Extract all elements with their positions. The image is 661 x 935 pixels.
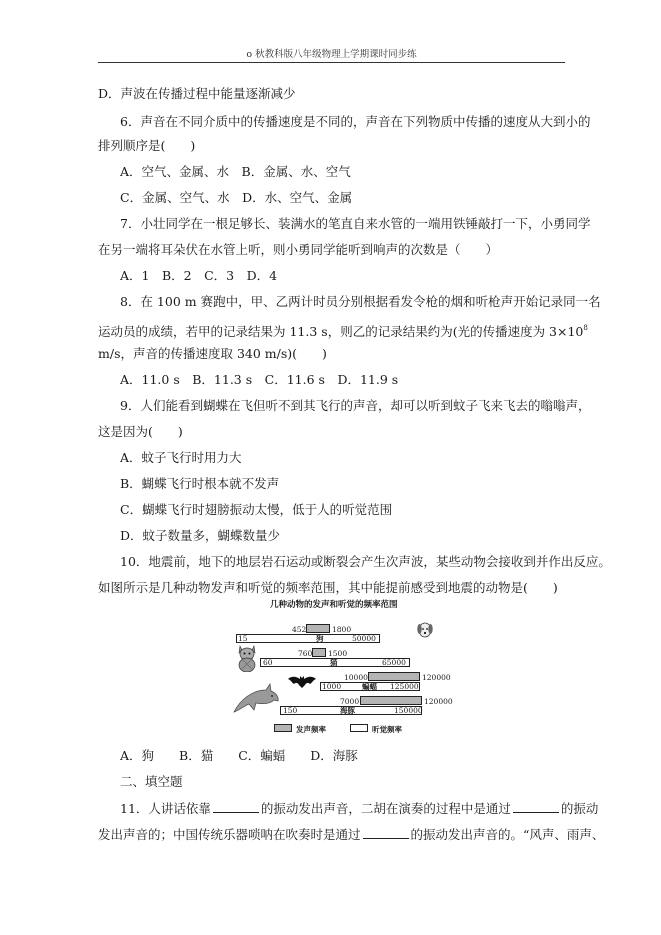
exponent: 8 [583,324,588,332]
q9-option-a: A．蚊子飞行时用力大 [120,450,242,465]
legend-hear-label: 听觉频率 [372,725,402,734]
dolphin-label: 海豚 [340,706,355,715]
q6-stem-2: 排列顺序是( ) [98,138,196,153]
bat-hear-high: 125000 [390,682,419,691]
dolphin-emit-low: 7000 [340,697,360,706]
figure-title: 几种动物的发声和听觉的频率范围 [270,600,398,610]
q5-option-d: D．声波在传播过程中能量逐渐减少 [98,86,296,101]
header-rule [98,62,565,63]
cat-icon [236,644,258,672]
q11-blank-1[interactable] [213,800,259,813]
dog-hear-high: 50000 [352,634,376,643]
q7-options: A．1 B．2 C．3 D．4 [120,268,278,283]
q6-stem-1: 6．声音在不同介质中的传播速度是不同的，声音在下列物质中传播的速度从大到小的 [120,114,591,129]
dolphin-hear-low: 150 [283,706,298,715]
cat-emit-bar [312,648,326,657]
bat-label: 蝙蝠 [362,682,377,691]
page-header: o 秋教科版八年级物理上学期课时同步练 [246,49,417,60]
q10-stem-1: 10．地震前，地下的地层岩石运动或断裂会产生次声波，某些动物会接收到并作出反应。 [120,554,611,569]
q9-option-d: D．蚊子数量多，蝴蝶数量少 [120,528,281,543]
q9-stem-2: 这是因为( ) [98,424,183,439]
cat-emit-high: 1500 [328,649,348,658]
frequency-range-figure [230,598,453,738]
dolphin-hear-high: 150000 [394,706,423,715]
bat-emit-low: 10000 [344,673,368,682]
q7-stem-2: 在另一端将耳朵伏在水管上听，则小勇同学能听到响声的次数是（ ） [98,242,499,257]
section-fill-in: 二、填空题 [120,774,183,789]
q11-blank-2[interactable] [513,800,559,813]
dolphin-emit-high: 120000 [424,697,453,706]
q8-stem-3: m/s，声音的传播速度取 340 m/s)( ) [98,346,327,361]
dog-emit-high: 1800 [332,625,352,634]
legend-hear-swatch [350,724,368,732]
q9-option-b: B．蝴蝶飞行时根本就不发声 [120,476,280,491]
q10-options: A．狗 B．猫 C．蝙蝠 D．海豚 [120,748,358,763]
q7-stem-1: 7．小壮同学在一根足够长、装满水的笔直自来水管的一端用铁锤敲打一下，小勇同学 [120,216,591,231]
q11-blank-3[interactable] [363,826,409,839]
q8-options: A．11.0 s B．11.3 s C．11.6 s D．11.9 s [120,372,399,387]
dolphin-emit-bar [360,696,422,705]
dog-label: 狗 [316,634,324,643]
dog-icon [416,620,434,640]
q8-stem-2: 运动员的成绩，若甲的记录结果为 11.3 s，则乙的记录结果约为(光的传播速度为 $3\times 10^8$ [98,324,588,339]
q11-line-1: 11．人讲话依靠 的振动发出声音，二胡在演奏的过程中是通过 的振动 [120,801,599,816]
q9-stem-1: 9．人们能看到蝴蝶在飞但听不到其飞行的声音，却可以听到蚊子飞来飞去的嗡嗡声， [120,398,591,413]
legend-emit-label: 发声频率 [296,725,326,734]
bat-icon [288,674,316,690]
bat-hear-low: 1000 [322,682,342,691]
q6-options-cd: C．金属、空气、水 D．水、空气、金属 [120,190,353,205]
cat-hear-high: 65000 [382,658,406,667]
bat-emit-bar [368,672,420,681]
cat-hear-low: 60 [263,658,273,667]
q6-options-ab: A．空气、金属、水 B．金属、水、空气 [120,164,351,179]
dolphin-icon [232,682,280,716]
dog-emit-bar [306,624,330,633]
q11-line-2: 发出声音的；中国传统乐器唢呐在吹奏时是通过 的振动发出声音的。“风声、雨声、 [98,827,605,842]
q9-option-c: C．蝴蝶飞行时翅膀振动太慢，低于人的听觉范围 [120,502,393,517]
bat-emit-high: 120000 [422,673,451,682]
q10-stem-2: 如图所示是几种动物发声和听觉的频率范围，其中能提前感受到地震的动物是( ) [98,580,558,595]
cat-label: 猫 [330,658,338,667]
q8-stem-1: 8．在 100 m 赛跑中，甲、乙两计时员分别根据看发令枪的烟和听枪声开始记录同一名 [120,294,601,309]
cat-emit-low: 760 [298,649,313,658]
dog-emit-low: 452 [292,625,307,634]
legend-emit-swatch [274,724,292,732]
dog-hear-low: 15 [238,634,248,643]
